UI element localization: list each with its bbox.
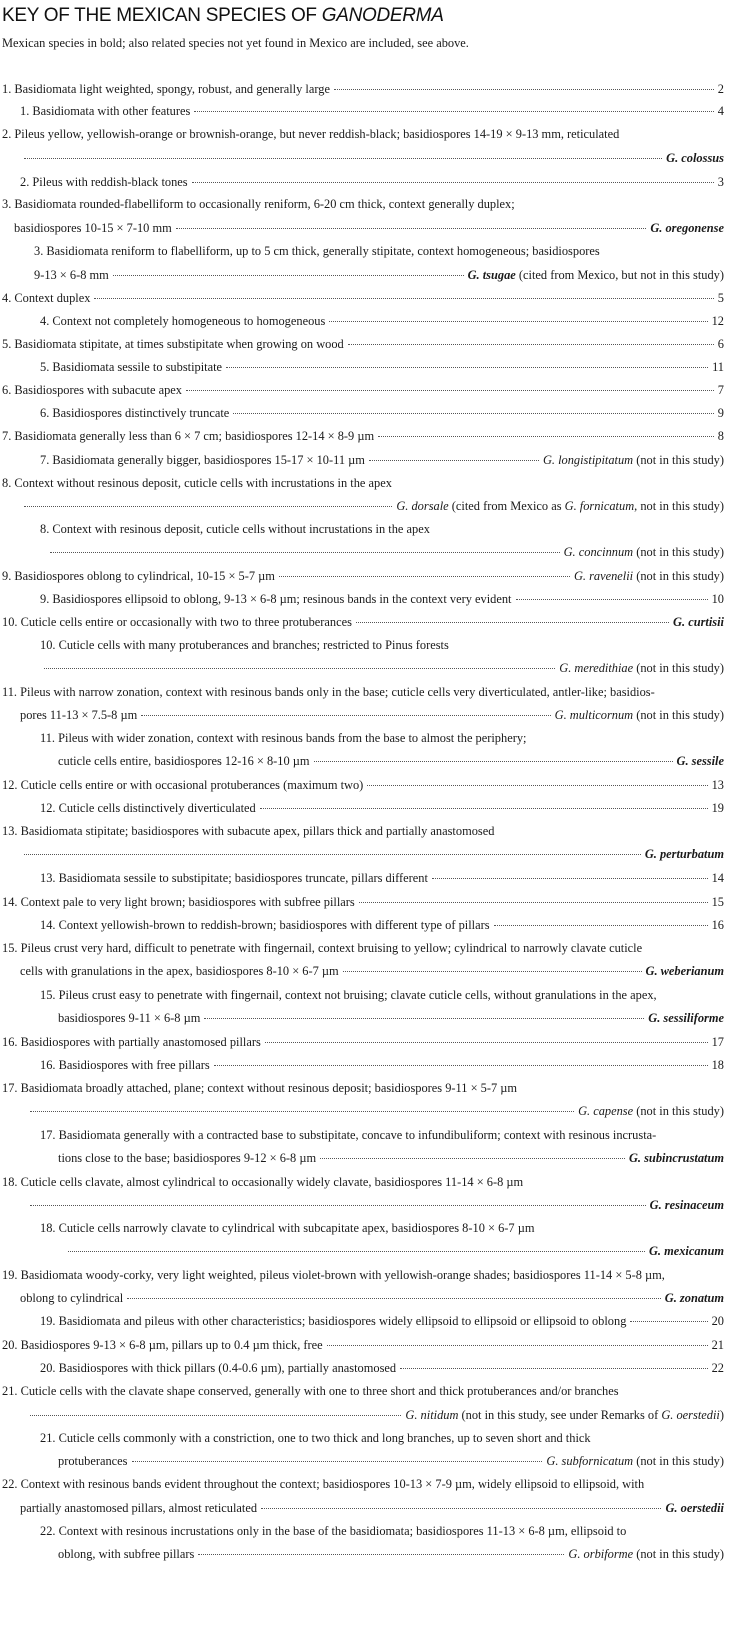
key-line-text: 12. Cuticle cells distinctively diverticulated xyxy=(40,801,256,815)
page-subtitle: Mexican species in bold; also related species not yet found in Mexico are included, see above. xyxy=(2,36,469,50)
dot-leader xyxy=(127,1298,661,1299)
key-line-target xyxy=(665,1501,724,1516)
dot-leader xyxy=(44,668,555,669)
target-text: (not in this study, see under Remarks of xyxy=(458,1408,662,1422)
key-line-text: 22. Context with resinous incrustations only in the base of the basidiomata; basidiospores 11-13 × 6-8 µm, ellipsoid to xyxy=(40,1524,627,1538)
dot-leader xyxy=(204,1018,644,1019)
key-line-target xyxy=(559,661,724,676)
key-line-text: 16. Basidiospores with free pillars xyxy=(40,1058,210,1072)
key-line-text: 13. Basidiomata stipitate; basidiospores with subacute apex, pillars thick and partially anastomosed xyxy=(2,824,495,838)
target-text: 6 xyxy=(717,337,724,351)
dot-leader xyxy=(94,298,713,299)
dot-leader xyxy=(334,89,714,90)
key-line-target xyxy=(665,1291,724,1306)
key-line-text: cuticle cells entire, basidiospores 12-16 × 8-10 µm xyxy=(58,754,310,768)
key-line xyxy=(0,545,724,560)
key-line-target xyxy=(555,708,724,723)
key-line-target xyxy=(712,871,724,886)
key-line xyxy=(0,778,724,793)
target-text: 10 xyxy=(711,592,724,606)
dot-leader xyxy=(367,785,707,786)
dot-leader xyxy=(327,1345,708,1346)
key-line-target xyxy=(718,337,724,352)
key-line-target xyxy=(629,1151,724,1166)
dot-leader xyxy=(359,902,708,903)
target-text: 11 xyxy=(712,360,724,374)
species-name: G. nitidum xyxy=(405,1408,459,1422)
key-line xyxy=(0,638,724,653)
key-line-text: partially anastomosed pillars, almost reticulated xyxy=(20,1501,258,1515)
key-line-text: oblong, with subfree pillars xyxy=(58,1547,195,1561)
key-line xyxy=(0,151,724,166)
key-line-target xyxy=(712,895,724,910)
key-line-text: basidiospores 10-15 × 7-10 mm xyxy=(14,221,172,235)
dot-leader xyxy=(261,1508,661,1509)
species-name: G. fornicatum xyxy=(564,499,635,513)
key-line xyxy=(0,1128,724,1143)
key-line-target xyxy=(648,1011,724,1026)
key-line-text: 3. Basidiomata reniform to flabelliform, up to 5 cm thick, generally stipitate, context homogeneous; basidiospores xyxy=(34,244,600,258)
key-line xyxy=(0,291,724,306)
key-line xyxy=(0,1547,724,1562)
key-line-text: 18. Cuticle cells narrowly clavate to cylindrical with subcapitate apex, basidiospores 8-10 × 6-7 µm xyxy=(40,1221,535,1235)
key-line xyxy=(0,1011,724,1026)
key-line-target xyxy=(718,104,724,119)
key-line xyxy=(0,175,724,190)
key-line xyxy=(0,731,724,746)
key-line-text: 10. Cuticle cells with many protuberances and branches; restricted to Pinus forests xyxy=(40,638,449,652)
dot-leader xyxy=(24,158,662,159)
dot-leader xyxy=(186,390,714,391)
key-line-target xyxy=(646,964,724,979)
key-line-text: 9. Basidiospores ellipsoid to oblong, 9-13 × 6-8 µm; resinous bands in the context very evident xyxy=(40,592,512,606)
dot-leader xyxy=(356,622,669,623)
key-line xyxy=(0,82,724,97)
key-line-text: 21. Cuticle cells commonly with a constriction, one to two thick and long branches, up to seven short and thick xyxy=(40,1431,591,1445)
key-line-target xyxy=(468,268,724,283)
key-line-target xyxy=(712,1058,724,1073)
key-line-target xyxy=(718,406,724,421)
dot-leader xyxy=(369,460,539,461)
key-line-text: 13. Basidiomata sessile to substipitate; basidiospores truncate, pillars different xyxy=(40,871,428,885)
dot-leader xyxy=(432,878,708,879)
target-text: 14 xyxy=(711,871,724,885)
key-line-text: 9-13 × 6-8 mm xyxy=(34,268,109,282)
target-text: 15 xyxy=(711,895,724,909)
title-prefix: KEY OF THE MEXICAN SPECIES OF xyxy=(2,5,322,26)
dot-leader xyxy=(226,367,708,368)
key-line xyxy=(0,895,724,910)
key-line-target xyxy=(712,592,724,607)
species-name: G. subfornicatum xyxy=(546,1454,634,1468)
key-line xyxy=(0,1384,724,1399)
key-line-text: 9. Basidiospores oblong to cylindrical, 10-15 × 5-7 µm xyxy=(2,569,275,583)
target-text: (not in this study) xyxy=(633,708,724,722)
key-line xyxy=(0,1408,724,1423)
dot-leader xyxy=(279,576,570,577)
species-name: G. concinnum xyxy=(563,545,634,559)
species-name: G. orbiforme xyxy=(568,1547,634,1561)
key-line-target xyxy=(546,1454,724,1469)
target-text: 9 xyxy=(717,406,724,420)
key-line-target xyxy=(666,151,724,166)
key-line xyxy=(0,1198,724,1213)
key-line-text: 17. Basidiomata broadly attached, plane; context without resinous deposit; basidiospores 9-11 × 5-7 µm xyxy=(2,1081,518,1095)
key-line-text: 14. Context pale to very light brown; basidiospores with subfree pillars xyxy=(2,895,355,909)
key-line-text: oblong to cylindrical xyxy=(20,1291,124,1305)
species-name: G. oregonense xyxy=(650,221,724,235)
key-line-target xyxy=(712,1361,724,1376)
dot-leader xyxy=(198,1554,564,1555)
key-line-target xyxy=(712,801,724,816)
key-line-text: 1. Basidiomata light weighted, spongy, robust, and generally large xyxy=(2,82,330,96)
key-line-text: 4. Context not completely homogeneous to homogeneous xyxy=(40,314,326,328)
key-line xyxy=(0,941,724,956)
dot-leader xyxy=(214,1065,708,1066)
key-line xyxy=(0,522,724,537)
key-line-text: tions close to the base; basidiospores 9-12 × 6-8 µm xyxy=(58,1151,317,1165)
target-text: (not in this study) xyxy=(633,1547,724,1561)
key-line xyxy=(0,1268,724,1283)
target-text: 19 xyxy=(711,801,724,815)
key-line-target xyxy=(673,615,724,630)
key-line xyxy=(0,1151,724,1166)
target-text: (not in this study) xyxy=(633,1454,724,1468)
key-line xyxy=(0,918,724,933)
key-line-target xyxy=(718,175,724,190)
key-line-text: 19. Basidiomata woody-corky, very light weighted, pileus violet-brown with yellowish-orange shades; basidiospores 11-14 × 5-8 µm, xyxy=(2,1268,665,1282)
key-line-text: protuberances xyxy=(58,1454,128,1468)
title-genus: GANODERMA xyxy=(321,5,444,26)
dot-leader xyxy=(50,552,560,553)
species-name: G. oerstedii xyxy=(661,1408,720,1422)
key-line-target xyxy=(677,754,725,769)
key-line-text: 6. Basidiospores with subacute apex xyxy=(2,383,182,397)
key-line xyxy=(0,754,724,769)
target-text: 17 xyxy=(711,1035,724,1049)
key-line-target xyxy=(718,82,724,97)
key-line xyxy=(0,453,724,468)
key-line-target xyxy=(712,1338,724,1353)
key-line-text: cells with granulations in the apex, basidiospores 8-10 × 6-7 µm xyxy=(20,964,339,978)
key-line-text: 11. Pileus with wider zonation, context with resinous bands from the base to almost the periphery; xyxy=(40,731,527,745)
key-line-target xyxy=(574,569,724,584)
key-line-target xyxy=(568,1547,724,1562)
dot-leader xyxy=(24,854,641,855)
species-name: G. perturbatum xyxy=(644,847,724,861)
key-line-text: 14. Context yellowish-brown to reddish-brown; basidiospores with different type of pillars xyxy=(40,918,490,932)
key-line-text: 12. Cuticle cells entire or with occasional protuberances (maximum two) xyxy=(2,778,364,792)
dot-leader xyxy=(343,971,642,972)
dot-leader xyxy=(24,506,392,507)
page-title xyxy=(2,5,444,27)
key-line xyxy=(0,127,724,142)
dot-leader xyxy=(320,1158,625,1159)
key-line xyxy=(0,337,724,352)
key-line-target xyxy=(649,1244,724,1259)
key-line-text: 15. Pileus crust easy to penetrate with fingernail, context not bruising; clavate cuticle cells, without granulations in the apex, xyxy=(40,988,657,1002)
key-line xyxy=(0,1104,724,1119)
key-line xyxy=(0,268,724,283)
key-line xyxy=(0,1058,724,1073)
key-line xyxy=(0,1524,724,1539)
dot-leader xyxy=(630,1321,707,1322)
key-line xyxy=(0,964,724,979)
key-line xyxy=(0,847,724,862)
dot-leader xyxy=(378,436,714,437)
dot-leader xyxy=(348,344,714,345)
key-line-text: 20. Basidiospores with thick pillars (0.4-0.6 µm), partially anastomosed xyxy=(40,1361,397,1375)
key-line-target xyxy=(712,778,724,793)
key-line xyxy=(0,429,724,444)
species-name: G. colossus xyxy=(666,151,724,165)
target-text: 3 xyxy=(717,175,724,189)
key-line xyxy=(0,1244,724,1259)
key-line xyxy=(0,314,724,329)
key-line xyxy=(0,197,724,212)
dot-leader xyxy=(176,228,647,229)
species-name: G. sessile xyxy=(676,754,724,768)
target-text: (not in this study) xyxy=(633,453,724,467)
species-name: G. tsugae xyxy=(467,268,516,282)
target-text: 16 xyxy=(711,918,724,932)
key-line-text: 7. Basidiomata generally less than 6 × 7 cm; basidiospores 12-14 × 8-9 µm xyxy=(2,429,375,443)
target-text: (not in this study) xyxy=(633,569,724,583)
key-line xyxy=(0,244,724,259)
target-text: , not in this study) xyxy=(634,499,724,513)
key-line xyxy=(0,1338,724,1353)
key-line xyxy=(0,499,724,514)
key-line-target xyxy=(650,221,724,236)
target-text: (cited from Mexico, but not in this study) xyxy=(515,268,724,282)
key-line-target xyxy=(405,1408,724,1423)
target-text: 18 xyxy=(711,1058,724,1072)
key-line xyxy=(0,1291,724,1306)
key-line xyxy=(0,592,724,607)
key-line-text: 8. Context without resinous deposit, cuticle cells with incrustations in the apex xyxy=(2,476,392,490)
key-line-target xyxy=(578,1104,724,1119)
key-line-text: 18. Cuticle cells clavate, almost cylindrical to occasionally widely clavate, basidiospores 11-14 × 6-8 µm xyxy=(2,1175,524,1189)
key-line xyxy=(0,1221,724,1236)
target-text: 21 xyxy=(711,1338,724,1352)
target-text: (not in this study) xyxy=(633,661,724,675)
key-line-target xyxy=(543,453,724,468)
dot-leader xyxy=(314,761,673,762)
key-line xyxy=(0,1477,724,1492)
species-name: G. subincrustatum xyxy=(628,1151,724,1165)
key-line xyxy=(0,708,724,723)
key-line xyxy=(0,988,724,1003)
key-line xyxy=(0,1361,724,1376)
target-text: (not in this study) xyxy=(633,1104,724,1118)
key-line xyxy=(0,615,724,630)
dot-leader xyxy=(192,182,714,183)
key-line-text: 17. Basidiomata generally with a contracted base to substipitate, concave to infundibuliform; context with resinous incrusta- xyxy=(40,1128,657,1142)
key-line xyxy=(0,383,724,398)
key-line-text: pores 11-13 × 7.5-8 µm xyxy=(20,708,138,722)
dot-leader xyxy=(194,111,713,112)
key-line xyxy=(0,1175,724,1190)
target-text: 20 xyxy=(711,1314,724,1328)
key-line-target xyxy=(712,1035,724,1050)
key-line xyxy=(0,221,724,236)
key-line xyxy=(0,824,724,839)
key-line-target xyxy=(712,1314,724,1329)
key-line-text: 19. Basidiomata and pileus with other characteristics; basidiospores widely ellipsoid to ellipsoid or ellipsoid to oblong xyxy=(40,1314,627,1328)
key-line-text: 1. Basidiomata with other features xyxy=(20,104,191,118)
key-line-text: 2. Pileus with reddish-black tones xyxy=(20,175,188,189)
target-text: (cited from Mexico as xyxy=(448,499,565,513)
key-line-target xyxy=(712,314,724,329)
target-text: 12 xyxy=(711,314,724,328)
key-line xyxy=(0,476,724,491)
key-line xyxy=(0,801,724,816)
key-line xyxy=(0,360,724,375)
species-name: G. curtisii xyxy=(673,615,724,629)
key-line-text: 22. Context with resinous bands evident throughout the context; basidiospores 10-13 × 7-9 µm, widely ellipsoid to ellipsoid, with xyxy=(2,1477,645,1491)
key-line-text: 4. Context duplex xyxy=(2,291,91,305)
target-text: 2 xyxy=(717,82,724,96)
species-name: G. mexicanum xyxy=(648,1244,724,1258)
species-name: G. capense xyxy=(578,1104,634,1118)
key-line-target xyxy=(712,360,724,375)
dot-leader xyxy=(494,925,708,926)
dot-leader xyxy=(265,1042,708,1043)
key-line-target xyxy=(718,383,724,398)
key-line-text: 3. Basidiomata rounded-flabelliform to occasionally reniform, 6-20 cm thick, context generally duplex; xyxy=(2,197,515,211)
dot-leader xyxy=(260,808,708,809)
species-name: G. oerstedii xyxy=(665,1501,724,1515)
key-line xyxy=(0,406,724,421)
key-line-text: 11. Pileus with narrow zonation, context with resinous bands only in the base; cuticle cells very diverticulated, antler-like; basidios- xyxy=(2,685,655,699)
target-text: 7 xyxy=(717,383,724,397)
key-line-target xyxy=(718,291,724,306)
key-line-text: 16. Basidiospores with partially anastomosed pillars xyxy=(2,1035,261,1049)
key-line-target xyxy=(718,429,724,444)
dot-leader xyxy=(30,1415,401,1416)
key-line xyxy=(0,1501,724,1516)
species-name: G. longistipitatum xyxy=(542,453,634,467)
key-line xyxy=(0,685,724,700)
target-text: 4 xyxy=(717,104,724,118)
key-line-text: 7. Basidiomata generally bigger, basidiospores 15-17 × 10-11 µm xyxy=(40,453,365,467)
target-text: (not in this study) xyxy=(633,545,724,559)
target-text: ) xyxy=(719,1408,724,1422)
key-line-text: 5. Basidiomata stipitate, at times substipitate when growing on wood xyxy=(2,337,344,351)
key-line-text: 15. Pileus crust very hard, difficult to penetrate with fingernail, context bruising to yellow; cylindrical to narrowly clavate cuticle xyxy=(2,941,643,955)
dot-leader xyxy=(30,1111,574,1112)
key-line-target xyxy=(650,1198,724,1213)
species-name: G. weberianum xyxy=(645,964,724,978)
key-line xyxy=(0,569,724,584)
key-line-text: 20. Basidiospores 9-13 × 6-8 µm, pillars up to 0.4 µm thick, free xyxy=(2,1338,323,1352)
key-line-target xyxy=(712,918,724,933)
target-text: 22 xyxy=(711,1361,724,1375)
target-text: 5 xyxy=(717,291,724,305)
dot-leader xyxy=(329,321,707,322)
key-line xyxy=(0,1081,724,1096)
target-text: 13 xyxy=(711,778,724,792)
key-line-text: 10. Cuticle cells entire or occasionally with two to three protuberances xyxy=(2,615,352,629)
dot-leader xyxy=(141,715,550,716)
key-line xyxy=(0,661,724,676)
dot-leader xyxy=(132,1461,543,1462)
target-text: 8 xyxy=(717,429,724,443)
dot-leader xyxy=(516,599,708,600)
species-name: G. resinaceum xyxy=(649,1198,724,1212)
key-line-text: 8. Context with resinous deposit, cuticle cells without incrustations in the apex xyxy=(40,522,430,536)
species-name: G. dorsale xyxy=(396,499,449,513)
species-name: G. sessiliforme xyxy=(648,1011,724,1025)
key-line-target xyxy=(396,499,724,514)
key-line-text: 2. Pileus yellow, yellowish-orange or brownish-orange, but never reddish-black; basidiospores 14-19 × 9-13 mm, reticulated xyxy=(2,127,620,141)
key-line xyxy=(0,871,724,886)
key-line xyxy=(0,1314,724,1329)
dot-leader xyxy=(113,275,464,276)
species-name: G. multicornum xyxy=(554,708,634,722)
species-name: G. zonatum xyxy=(664,1291,724,1305)
dot-leader xyxy=(233,413,714,414)
key-line-target xyxy=(645,847,724,862)
key-line-text: 5. Basidiomata sessile to substipitate xyxy=(40,360,223,374)
dot-leader xyxy=(400,1368,708,1369)
key-line-target xyxy=(564,545,724,560)
species-name: G. ravenelii xyxy=(573,569,634,583)
species-name: G. meredithiae xyxy=(559,661,634,675)
key-line xyxy=(0,1454,724,1469)
key-line-text: 6. Basidiospores distinctively truncate xyxy=(40,406,230,420)
key-line xyxy=(0,104,724,119)
key-line-text: basidiospores 9-11 × 6-8 µm xyxy=(58,1011,201,1025)
key-line xyxy=(0,1431,724,1446)
dot-leader xyxy=(68,1251,645,1252)
key-line xyxy=(0,1035,724,1050)
dot-leader xyxy=(30,1205,646,1206)
key-line-text: 21. Cuticle cells with the clavate shape conserved, generally with one to three short and thick protuberances and/or branches xyxy=(2,1384,619,1398)
